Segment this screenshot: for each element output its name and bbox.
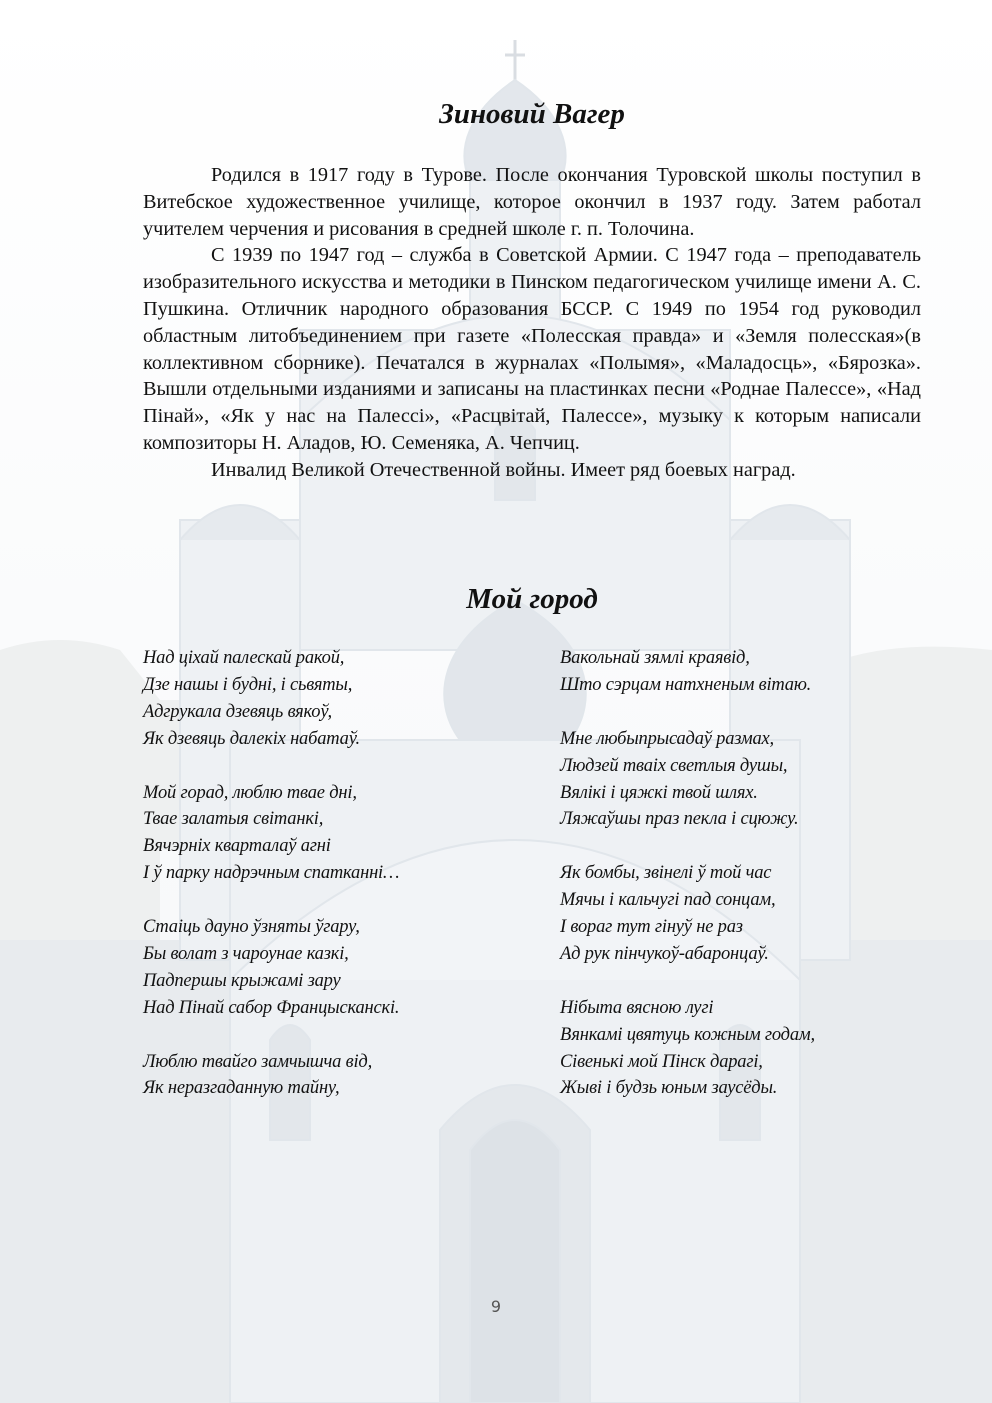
poem-line: Вянкамі цвятуць кожным годам, [560,1024,815,1045]
poem-stanza [560,645,815,699]
poem-right-column [560,645,815,1129]
poem-line: Сівенькі мой Пінск дарагі, [560,1051,763,1072]
poem-line: І ў парку надрэчным спатканні… [143,863,400,884]
poem-stanza [560,860,815,968]
poem-line: Падпершы крыжамі зару [143,970,341,991]
poem-stanza [560,726,815,834]
poem-line: Твае залатыя світанкі, [143,809,324,830]
poem-line: Мячы і кальчугі пад сонцам, [560,890,776,911]
poem-line: Вячэрніх кварталаў агні [143,836,331,857]
poem-line: Што сэрцам натхненым вітаю. [560,674,812,695]
poem-line: Дзе нашы і будні, і сьвяты, [143,674,353,695]
biography [143,162,921,484]
poem-stanza [560,995,815,1103]
poem-line: Люблю твайго замчышча від, [143,1051,373,1072]
poem-line: Мне любыпрысадаў размах, [560,728,774,749]
poem-line: Як неразгаданную тайну, [143,1078,340,1099]
poem-line: Ад рук пінчукоў-абаронцаў. [560,943,769,964]
poem-stanza [143,1049,399,1103]
author-title: Зиновий Вагер [439,98,625,130]
poem-line: Ляжаўшы праз пекла і сцюжу. [560,809,799,830]
poem-line: Мой горад, люблю твае дні, [143,782,357,803]
poem-left-column [143,645,399,1129]
poem-stanza [143,780,399,888]
poem-stanza [143,914,399,1022]
poem-line: Вакольнай зямлі краявід, [560,648,750,668]
poem-line: Адгрукала дзевяць вякоў, [143,701,332,722]
poem-line: Стаіць дауно ўзняты ўгару, [143,917,360,938]
page-number: 9 [490,1297,502,1316]
poem-line: І вораг тут гінуў не раз [560,917,743,938]
poem-line: Як дзевяць далекіх набатаў. [143,728,360,749]
poem-line: Як бомбы, звінелі ў той час [560,863,772,884]
poem-line: Над Пінай сабор Францысканскі. [143,997,400,1018]
bio-paragraph: Инвалид Великой Отечественной войны. Имеет ряд боевых наград. [211,458,796,481]
poem-line: Жыві і будзь юным заусёды. [560,1078,778,1099]
poem-stanza [143,645,399,753]
poem-line: Вялікі і цяжкі твой шлях. [560,782,758,803]
poem-line: Над ціхай палескай ракой, [143,648,345,668]
poem-line: Людзей тваіх светлыя душы, [560,755,788,776]
poem-title: Мой город [466,583,598,615]
bio-paragraph: С 1939 по 1947 год – служба в Советской Армии. С 1947 года – преподаватель изобразительного искусства и методики в Пинском педагогическом училище имени А. С. Пушкина. Отличник народного образования БССР. С 1949 по 1954 год руководил областным литобъединением при газете «Полесская правда» и «Земля полесская»(в коллективном сборнике). Печатался в журналах «Полымя», «Маладосць», «Бярозка». Вышли отдельными изданиями и записаны на пластинках песни «Роднае Палессе», «Над Пінай», «Як у нас на Палессі», «Расцвітай, Палессе», музыку к которым написали композиторы Н. Аладов, Ю. Семеняка, А. Чепчиц. [143,244,921,454]
poem-line: Бы волат з чароунае казкі, [143,943,349,964]
bio-paragraph: Родился в 1917 году в Турове. После окончания Туровской школы поступил в Витебское художественное училище, которое окончил в 1937 году. Затем работал учителем черчения и рисования в средней школе г. п. Толочина. [143,164,921,240]
poem-line: Нібыта вясною лугі [560,997,714,1018]
